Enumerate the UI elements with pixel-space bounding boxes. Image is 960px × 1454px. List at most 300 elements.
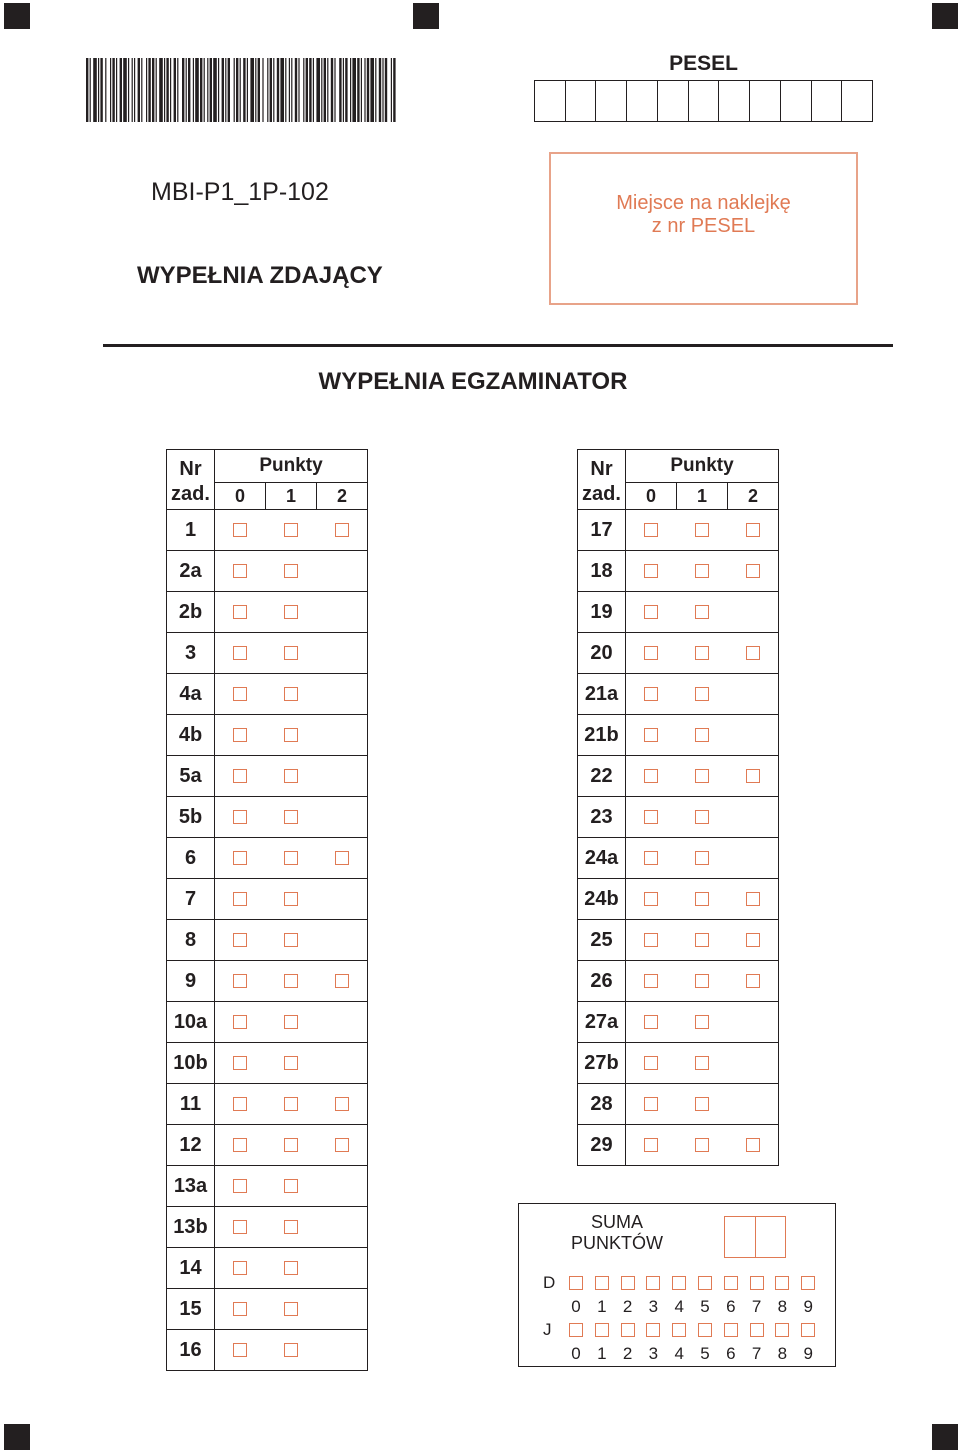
score-checkbox-0[interactable] [644,892,658,906]
barcode-bar [218,58,219,122]
score-cell-empty [317,1330,368,1371]
task-number: 8 [167,920,215,961]
student-section-title: WYPEŁNIA ZDAJĄCY [137,262,383,289]
score-cell-empty [728,1043,779,1084]
barcode-bar [174,58,176,122]
units-digit-label: 2 [622,1344,633,1363]
score-cell [626,838,677,879]
score-cell [677,633,728,674]
task-row [167,674,368,715]
registration-marker-top-center [413,3,439,29]
task-row [167,551,368,592]
score-cell [677,592,728,633]
barcode-bar [110,58,111,122]
score-checkbox-0[interactable] [233,728,247,742]
task-row [578,715,779,756]
units-digit-label: 8 [777,1344,788,1363]
units-checkbox[interactable] [646,1323,660,1337]
task-number: 4a [167,674,215,715]
score-cell [215,551,266,592]
pesel-digit-box[interactable] [719,81,750,121]
score-checkbox-2[interactable] [746,892,760,906]
task-row [167,1166,368,1207]
score-checkbox-1[interactable] [695,933,709,947]
units-digit-label: 9 [803,1344,813,1363]
score-checkbox-1[interactable] [695,728,709,742]
tens-checkbox[interactable] [595,1276,609,1290]
tens-digit-label: 1 [597,1297,607,1316]
score-cell [266,1248,317,1289]
score-cell [677,756,728,797]
task-row [167,797,368,838]
score-checkbox-0[interactable] [644,564,658,578]
score-cell [266,551,317,592]
tens-digit-label: 3 [648,1297,659,1316]
barcode-bar [285,58,286,122]
score-checkbox-0[interactable] [233,523,247,537]
score-cell-empty [317,715,368,756]
score-checkbox-1[interactable] [284,605,298,619]
score-checkbox-2[interactable] [746,1138,760,1152]
total-points-label [559,1212,675,1254]
barcode-bar [385,58,387,122]
task-number: 25 [578,920,626,961]
barcode-bar [375,58,376,122]
score-checkbox-0[interactable] [233,1302,247,1316]
task-number-header-line2: zad. [582,483,621,505]
task-number: 5a [167,756,215,797]
task-row [578,1043,779,1084]
tens-checkbox[interactable] [621,1276,635,1290]
score-cell [266,1084,317,1125]
score-cell [317,1125,368,1166]
score-checkbox-0[interactable] [644,1097,658,1111]
score-checkbox-2[interactable] [335,523,349,537]
score-cell [626,1084,677,1125]
score-checkbox-2[interactable] [335,1138,349,1152]
task-row [167,1207,368,1248]
score-cell [266,838,317,879]
score-checkbox-1[interactable] [695,851,709,865]
score-cell [266,797,317,838]
barcode-bar [146,58,147,122]
score-checkbox-1[interactable] [284,1343,298,1357]
score-checkbox-1[interactable] [284,1261,298,1275]
units-checkbox[interactable] [621,1323,635,1337]
score-checkbox-1[interactable] [695,1015,709,1029]
score-checkbox-0[interactable] [644,1138,658,1152]
barcode-bar [105,58,106,122]
units-digit-label: 3 [648,1344,659,1363]
score-checkbox-1[interactable] [284,1056,298,1070]
units-checkbox[interactable] [801,1323,815,1337]
units-checkbox[interactable] [750,1323,764,1337]
score-checkbox-1[interactable] [284,810,298,824]
score-cell-empty [728,1084,779,1125]
score-header-1: 1 [266,483,317,510]
registration-marker-bottom-right [932,1424,958,1450]
tens-checkbox-cell [672,1273,686,1293]
score-cell-empty [317,592,368,633]
task-number: 7 [167,879,215,920]
score-cell [626,756,677,797]
registration-marker-bottom-left [4,1424,30,1450]
score-checkbox-0[interactable] [233,974,247,988]
pesel-digit-box[interactable] [812,81,843,121]
score-cell [266,1207,317,1248]
score-checkbox-1[interactable] [695,687,709,701]
tens-digit-label: 8 [777,1297,788,1316]
score-checkbox-1[interactable] [284,687,298,701]
task-number: 28 [578,1084,626,1125]
score-checkbox-1[interactable] [695,564,709,578]
barcode-bar [316,58,320,122]
score-cell [626,797,677,838]
score-checkbox-0[interactable] [644,1056,658,1070]
score-cell-empty [317,1248,368,1289]
pesel-digit-box[interactable] [566,81,597,121]
score-checkbox-1[interactable] [695,769,709,783]
score-checkbox-1[interactable] [284,1179,298,1193]
score-cell-empty [728,838,779,879]
score-checkbox-1[interactable] [284,523,298,537]
task-number: 3 [167,633,215,674]
score-checkbox-1[interactable] [284,1097,298,1111]
task-row [578,1125,779,1166]
score-checkbox-0[interactable] [233,933,247,947]
pesel-digit-box[interactable] [750,81,781,121]
task-number: 27a [578,1002,626,1043]
task-row [167,1125,368,1166]
task-number: 20 [578,633,626,674]
pesel-input-boxes[interactable] [534,80,873,122]
units-checkbox-cell [801,1320,815,1340]
units-digit-label: 4 [674,1344,684,1363]
task-number: 18 [578,551,626,592]
score-checkbox-0[interactable] [644,646,658,660]
score-checkbox-1[interactable] [695,892,709,906]
score-cell [266,1043,317,1084]
barcode-bar [370,58,374,122]
tens-checkbox[interactable] [569,1276,583,1290]
barcode-bar [280,58,284,122]
score-cell [728,551,779,592]
total-points-input[interactable] [724,1216,786,1258]
barcode-bar [343,58,344,122]
tens-checkbox-cell [750,1273,764,1293]
units-checkbox[interactable] [569,1323,583,1337]
task-number: 1 [167,510,215,551]
pesel-digit-box[interactable] [596,81,627,121]
score-checkbox-1[interactable] [284,851,298,865]
score-checkbox-1[interactable] [695,605,709,619]
task-row [167,1043,368,1084]
barcode-bar [321,58,322,122]
points-header: Punkty [626,450,779,483]
score-checkbox-0[interactable] [644,933,658,947]
score-cell-empty [317,797,368,838]
registration-marker-top-left [4,3,30,29]
task-number-header-line1: Nr [179,458,202,480]
score-cell-empty [728,715,779,756]
score-cell-empty [317,633,368,674]
score-checkbox-0[interactable] [644,728,658,742]
score-checkbox-0[interactable] [644,769,658,783]
barcode-bar [120,58,122,122]
barcode-bar [339,58,341,122]
score-cell [677,674,728,715]
score-cell-empty [728,1002,779,1043]
units-checkbox-cell [646,1320,660,1340]
units-checkbox[interactable] [595,1323,609,1337]
task-row [578,920,779,961]
score-checkbox-2[interactable] [746,523,760,537]
score-checkbox-0[interactable] [233,687,247,701]
barcode-bar [267,58,268,122]
score-checkbox-1[interactable] [284,564,298,578]
barcode-bar [170,58,171,122]
sticker-text-line1: Miejsce na naklejkę [616,192,791,214]
score-cell [266,674,317,715]
task-number: 19 [578,592,626,633]
pesel-digit-box[interactable] [689,81,720,121]
score-checkbox-0[interactable] [233,1220,247,1234]
score-checkbox-1[interactable] [284,933,298,947]
barcode-bar [134,58,135,122]
task-row [167,510,368,551]
tens-digit-label: 2 [622,1297,633,1316]
score-checkbox-0[interactable] [233,1056,247,1070]
tens-checkbox-cell [595,1273,609,1293]
task-row [167,879,368,920]
score-checkbox-0[interactable] [644,523,658,537]
barcode-bar [350,58,351,122]
barcode-bar [270,58,272,122]
barcode-bar [159,58,163,122]
score-cell [677,1043,728,1084]
barcode-bar [393,58,395,122]
score-cell-empty [317,1002,368,1043]
score-checkbox-0[interactable] [233,892,247,906]
score-checkbox-2[interactable] [746,974,760,988]
barcode-bar [90,58,91,122]
score-cell [215,715,266,756]
score-checkbox-1[interactable] [284,1302,298,1316]
barcode-bar [177,58,178,122]
score-checkbox-2[interactable] [746,564,760,578]
score-checkbox-0[interactable] [233,1097,247,1111]
task-number: 24b [578,879,626,920]
task-number: 29 [578,1125,626,1166]
units-label: J [543,1320,552,1339]
score-checkbox-0[interactable] [233,564,247,578]
barcode-bar [352,58,356,122]
tens-checkbox[interactable] [646,1276,660,1290]
score-cell [215,510,266,551]
task-row [167,838,368,879]
score-checkbox-1[interactable] [284,728,298,742]
units-checkbox[interactable] [775,1323,789,1337]
barcode-bar [186,58,187,122]
barcode-bar [152,58,154,122]
score-checkbox-2[interactable] [746,769,760,783]
score-cell [677,920,728,961]
score-checkbox-1[interactable] [284,974,298,988]
score-checkbox-0[interactable] [233,810,247,824]
barcode-bar [86,58,88,122]
score-cell [266,756,317,797]
tens-checkbox[interactable] [750,1276,764,1290]
score-checkbox-1[interactable] [695,1097,709,1111]
task-number: 6 [167,838,215,879]
task-number: 14 [167,1248,215,1289]
barcode-bar [213,58,217,122]
units-digit-label: 0 [571,1344,581,1363]
pesel-sticker-area [549,152,858,305]
score-checkbox-2[interactable] [746,933,760,947]
score-checkbox-1[interactable] [695,974,709,988]
score-cell-empty [317,674,368,715]
score-cell [215,592,266,633]
total-points-box [518,1203,836,1367]
pesel-digit-box[interactable] [535,81,566,121]
barcode-bar [164,58,165,122]
score-checkbox-0[interactable] [233,605,247,619]
task-row [167,592,368,633]
score-cell [677,838,728,879]
score-checkbox-1[interactable] [284,769,298,783]
score-checkbox-1[interactable] [284,1220,298,1234]
tens-checkbox-cell [724,1273,738,1293]
score-cell-empty [317,879,368,920]
barcode-bar [141,58,142,122]
score-checkbox-0[interactable] [233,1138,247,1152]
score-checkbox-2[interactable] [335,1097,349,1111]
barcode-bar [166,58,168,122]
score-cell [677,1125,728,1166]
score-cell [266,1289,317,1330]
units-digit-label: 6 [726,1344,736,1363]
barcode-bar [116,58,117,122]
total-units-box[interactable] [756,1217,786,1257]
task-row [578,879,779,920]
score-checkbox-0[interactable] [644,974,658,988]
tens-checkbox[interactable] [672,1276,686,1290]
score-checkbox-2[interactable] [335,851,349,865]
tens-checkbox[interactable] [801,1276,815,1290]
score-checkbox-0[interactable] [233,1015,247,1029]
score-checkbox-0[interactable] [644,810,658,824]
barcode-bar [255,58,256,122]
units-checkbox[interactable] [698,1323,712,1337]
barcode-bar [291,58,292,122]
score-checkbox-0[interactable] [233,646,247,660]
score-checkbox-1[interactable] [695,646,709,660]
exam-code: MBI-P1_1P-102 [151,178,329,206]
task-number: 4b [167,715,215,756]
tens-checkbox-cell [621,1273,635,1293]
tens-checkbox[interactable] [698,1276,712,1290]
task-row [578,674,779,715]
units-checkbox[interactable] [724,1323,738,1337]
tens-checkbox-row [519,1273,837,1293]
score-cell [266,961,317,1002]
task-number: 26 [578,961,626,1002]
score-cell [215,1166,266,1207]
score-cell [215,1248,266,1289]
score-checkbox-1[interactable] [284,1015,298,1029]
task-number: 10a [167,1002,215,1043]
score-checkbox-1[interactable] [284,892,298,906]
score-checkbox-0[interactable] [233,1261,247,1275]
task-row [167,1289,368,1330]
task-row [578,633,779,674]
score-checkbox-0[interactable] [233,851,247,865]
score-cell [215,1330,266,1371]
registration-marker-top-right [932,3,958,29]
score-checkbox-1[interactable] [695,523,709,537]
tens-digit-label: 5 [700,1297,710,1316]
score-checkbox-2[interactable] [335,974,349,988]
score-checkbox-2[interactable] [746,646,760,660]
score-checkbox-1[interactable] [695,1056,709,1070]
barcode-bar [334,58,335,122]
score-checkbox-0[interactable] [644,851,658,865]
score-cell [215,674,266,715]
score-cell [266,1330,317,1371]
score-cell [215,1207,266,1248]
score-checkbox-1[interactable] [284,1138,298,1152]
score-header-1: 1 [677,483,728,510]
task-number: 11 [167,1084,215,1125]
barcode-bar [225,58,226,122]
total-tens-box[interactable] [725,1217,756,1257]
task-row [578,756,779,797]
score-cell-empty [317,756,368,797]
score-cell-empty [317,1043,368,1084]
barcode-bar [207,58,208,122]
tens-checkbox[interactable] [775,1276,789,1290]
score-checkbox-0[interactable] [644,1015,658,1029]
pesel-digit-box[interactable] [627,81,658,121]
task-number: 21a [578,674,626,715]
score-checkbox-0[interactable] [644,605,658,619]
score-checkbox-1[interactable] [284,646,298,660]
units-checkbox-cell [595,1320,609,1340]
barcode-bar [345,58,347,122]
score-cell [677,1002,728,1043]
score-checkbox-1[interactable] [695,1138,709,1152]
barcode-bar [204,58,205,122]
score-cell [266,592,317,633]
task-row [167,920,368,961]
pesel-digit-box[interactable] [842,81,872,121]
units-checkbox-cell [724,1320,738,1340]
pesel-digit-box[interactable] [781,81,812,121]
score-checkbox-0[interactable] [233,769,247,783]
tens-checkbox[interactable] [724,1276,738,1290]
units-digit-label: 1 [597,1344,607,1363]
score-checkbox-1[interactable] [695,810,709,824]
barcode-bar [247,58,248,122]
score-checkbox-0[interactable] [233,1179,247,1193]
score-cell-empty [317,1207,368,1248]
score-checkbox-0[interactable] [644,687,658,701]
score-checkbox-0[interactable] [233,1343,247,1357]
pesel-digit-box[interactable] [658,81,689,121]
units-checkbox[interactable] [672,1323,686,1337]
task-number-header-line1: Nr [590,458,613,480]
